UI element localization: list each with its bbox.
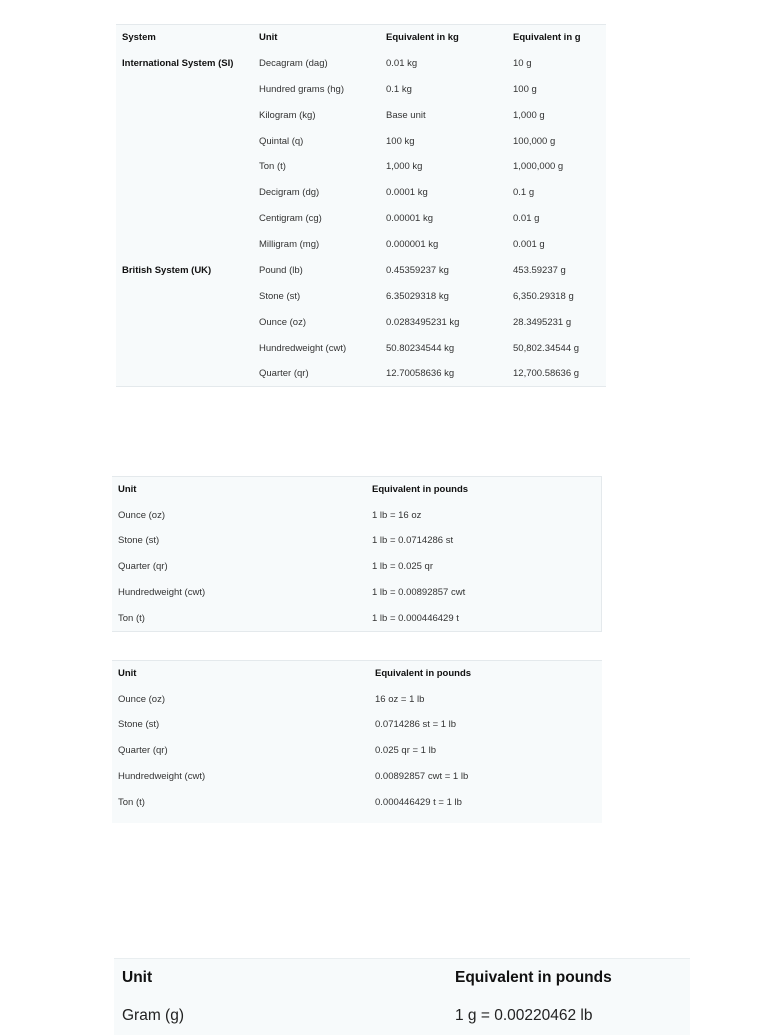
system-cell — [116, 180, 259, 206]
unit-cell: Ton (t) — [118, 612, 145, 624]
table-row — [116, 361, 606, 387]
system-cell — [116, 102, 259, 128]
table-row — [116, 335, 606, 361]
g-cell: 0.001 g — [513, 239, 545, 251]
kg-cell: 0.0283495231 kg — [386, 316, 460, 328]
equivalent-cell: 1 lb = 0.00892857 cwt — [372, 587, 466, 599]
g-cell: 1,000,000 g — [513, 161, 564, 173]
g-cell: 10 g — [513, 57, 532, 69]
unit-cell: Kilogram (kg) — [259, 109, 316, 121]
header-equivalent-g: Equivalent in g — [513, 32, 581, 44]
system-cell — [116, 154, 259, 180]
unit-cell: Milligram (mg) — [259, 239, 320, 251]
table-row — [116, 102, 606, 128]
table-header-row — [112, 477, 602, 503]
table-row — [112, 712, 602, 738]
equivalent-cell: 1 lb = 0.0714286 st — [372, 535, 454, 547]
table-row — [116, 258, 606, 284]
unit-cell: Decigram (dg) — [259, 187, 320, 199]
g-cell: 6,350.29318 g — [513, 290, 574, 302]
table-row — [112, 789, 602, 815]
table-row — [116, 283, 606, 309]
mass-units-table — [116, 24, 606, 387]
table-row — [112, 738, 602, 764]
header-equivalent-pounds: Equivalent in pounds — [375, 668, 472, 680]
g-cell: 453.59237 g — [513, 264, 566, 276]
table-row — [116, 232, 606, 258]
table-row — [112, 605, 602, 631]
equivalent-cell: 1 lb = 0.000446429 t — [372, 612, 459, 624]
g-cell: 0.1 g — [513, 187, 535, 199]
unit-cell: Stone (st) — [259, 290, 301, 302]
equivalent-cell: 0.000446429 t = 1 lb — [375, 796, 462, 808]
unit-cell: Quintal (q) — [259, 135, 304, 147]
unit-cell: Centigram (cg) — [259, 213, 322, 225]
table-row — [116, 206, 606, 232]
equivalent-cell: 1 lb = 16 oz — [372, 509, 422, 521]
table-footer-band — [112, 815, 602, 823]
system-cell — [116, 128, 259, 154]
unit-cell: Ounce (oz) — [259, 316, 306, 328]
table-row — [116, 154, 606, 180]
table-row — [112, 580, 602, 606]
unit-cell: Ounce (oz) — [118, 509, 165, 521]
kg-cell: 0.000001 kg — [386, 239, 439, 251]
unit-cell: Hundredweight (cwt) — [118, 771, 206, 783]
system-cell: British System (UK) — [122, 264, 212, 276]
system-cell — [116, 309, 259, 335]
table-row — [116, 309, 606, 335]
table-row — [116, 50, 606, 76]
unit-cell: Quarter (qr) — [118, 745, 168, 757]
kg-cell: 1,000 kg — [386, 161, 423, 173]
kg-cell: 0.1 kg — [386, 83, 412, 95]
unit-cell: Hundred grams (hg) — [259, 83, 345, 95]
g-cell: 1,000 g — [513, 109, 545, 121]
header-unit: Unit — [118, 484, 137, 496]
unit-cell: Quarter (qr) — [259, 368, 309, 380]
table-row — [116, 76, 606, 102]
kg-cell: 12.70058636 kg — [386, 368, 455, 380]
system-cell — [116, 232, 259, 258]
table-row — [112, 686, 602, 712]
header-system: System — [122, 32, 156, 44]
g-cell: 12,700.58636 g — [513, 368, 580, 380]
unit-cell: Ton (t) — [259, 161, 286, 173]
kg-cell: 0.45359237 kg — [386, 264, 449, 276]
table-row — [116, 180, 606, 206]
g-cell: 100,000 g — [513, 135, 556, 147]
system-cell — [116, 76, 259, 102]
equivalent-cell: 0.00892857 cwt = 1 lb — [375, 771, 469, 783]
system-cell: International System (SI) — [122, 57, 234, 69]
unit-cell: Pound (lb) — [259, 264, 303, 276]
equivalent-cell: 16 oz = 1 lb — [375, 693, 425, 705]
equivalent-cell: 1 g = 0.00220462 lb — [455, 1006, 593, 1024]
unit-cell: Ton (t) — [118, 796, 145, 808]
table-header-row — [116, 25, 606, 51]
system-cell — [116, 206, 259, 232]
header-equivalent-pounds: Equivalent in pounds — [372, 484, 469, 496]
pound-conversion-table — [112, 476, 602, 632]
reverse-pound-conversion-table — [112, 660, 602, 816]
kg-cell: 100 kg — [386, 135, 415, 147]
unit-cell: Gram (g) — [122, 1006, 184, 1024]
unit-cell: Ounce (oz) — [118, 693, 165, 705]
table-row — [114, 997, 690, 1035]
kg-cell: 0.01 kg — [386, 57, 418, 69]
header-equivalent-pounds: Equivalent in pounds — [455, 968, 612, 986]
kg-cell: 6.35029318 kg — [386, 290, 449, 302]
table-row — [116, 128, 606, 154]
g-cell: 100 g — [513, 83, 537, 95]
table-row — [112, 764, 602, 790]
table-row — [112, 502, 602, 528]
g-cell: 50,802.34544 g — [513, 342, 580, 354]
kg-cell: 50.80234544 kg — [386, 342, 455, 354]
unit-cell: Stone (st) — [118, 719, 160, 731]
table-header-row — [114, 959, 690, 997]
unit-cell: Quarter (qr) — [118, 561, 168, 573]
unit-cell: Hundredweight (cwt) — [118, 587, 206, 599]
unit-cell: Stone (st) — [118, 535, 160, 547]
header-equivalent-kg: Equivalent in kg — [386, 32, 459, 44]
table-header-row — [112, 661, 602, 687]
header-unit: Unit — [122, 968, 153, 986]
equivalent-cell: 0.025 qr = 1 lb — [375, 745, 437, 757]
g-cell: 28.3495231 g — [513, 316, 572, 328]
kg-cell: Base unit — [386, 109, 426, 121]
table-row — [112, 528, 602, 554]
kg-cell: 0.0001 kg — [386, 187, 428, 199]
equivalent-cell: 0.0714286 st = 1 lb — [375, 719, 457, 731]
unit-cell: Decagram (dag) — [259, 57, 328, 69]
unit-cell: Hundredweight (cwt) — [259, 342, 347, 354]
header-unit: Unit — [259, 32, 278, 44]
gram-conversion-table — [114, 958, 690, 1035]
equivalent-cell: 1 lb = 0.025 qr — [372, 561, 434, 573]
header-unit: Unit — [118, 668, 137, 680]
g-cell: 0.01 g — [513, 213, 540, 225]
system-cell — [116, 335, 259, 361]
system-cell — [116, 361, 259, 387]
table-row — [112, 554, 602, 580]
system-cell — [116, 283, 259, 309]
kg-cell: 0.00001 kg — [386, 213, 434, 225]
